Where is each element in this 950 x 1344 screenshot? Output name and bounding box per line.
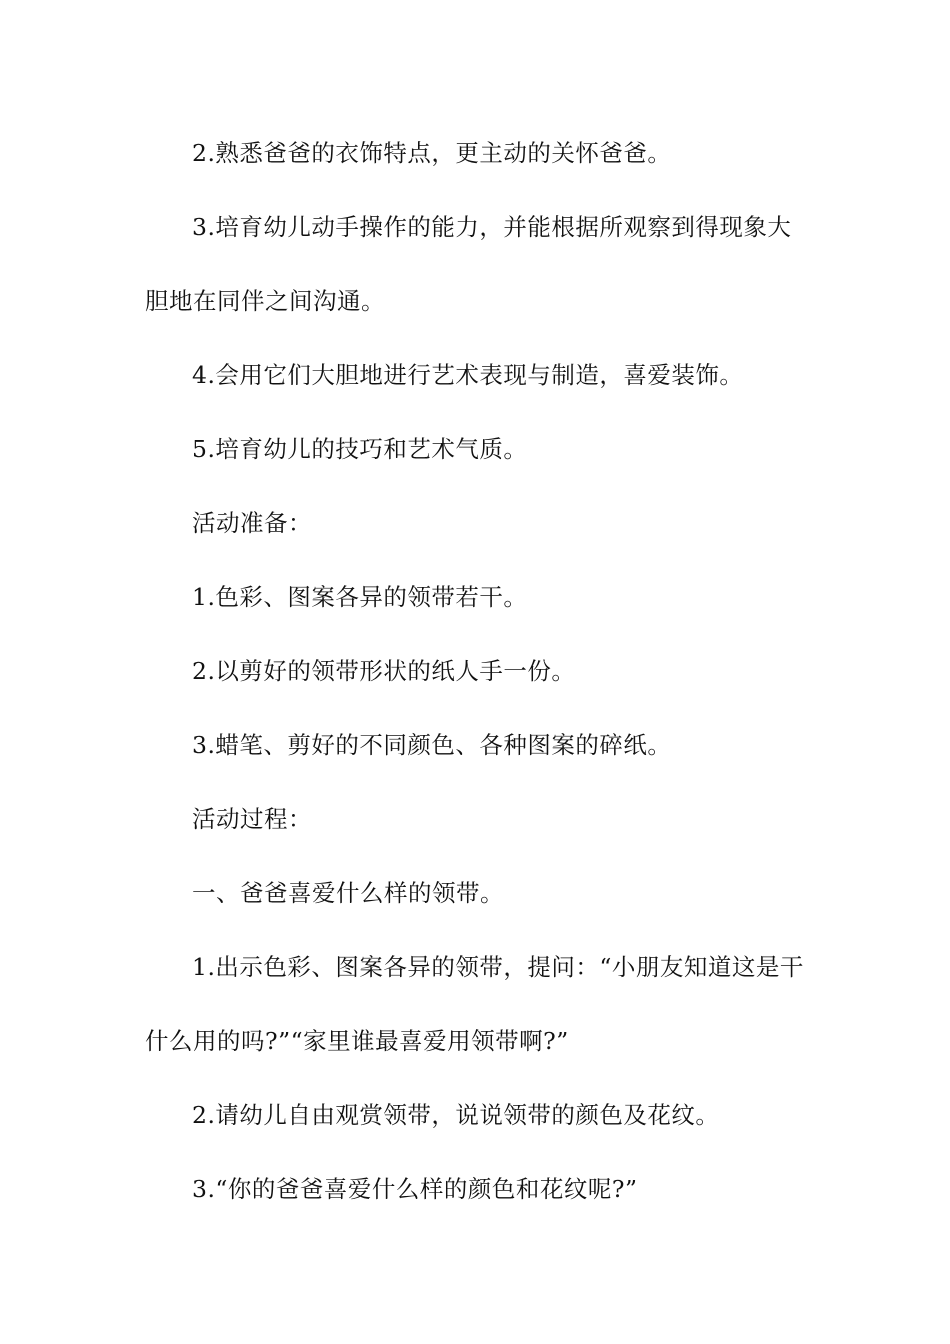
section-heading: 活动过程：	[192, 805, 312, 833]
paragraph: 一、爸爸喜爱什么样的领带。	[192, 879, 504, 907]
paragraph: 3.“你的爸爸喜爱什么样的颜色和花纹呢?”	[192, 1175, 638, 1203]
paragraph: 5.培育幼儿的技巧和艺术气质。	[192, 435, 528, 463]
paragraph: 2.以剪好的领带形状的纸人手一份。	[192, 657, 576, 685]
section-heading: 活动准备：	[192, 509, 312, 537]
paragraph: 2.熟悉爸爸的衣饰特点，更主动的关怀爸爸。	[192, 139, 672, 167]
paragraph: 4.会用它们大胆地进行艺术表现与制造，喜爱装饰。	[192, 361, 744, 389]
paragraph: 2.请幼儿自由观赏领带，说说领带的颜色及花纹。	[192, 1101, 720, 1129]
paragraph: 1.出示色彩、图案各异的领带，提问：“小朋友知道这是干什么用的吗?”“家里谁最喜爱用领带啊?”	[145, 953, 804, 1055]
paragraph: 3.蜡笔、剪好的不同颜色、各种图案的碎纸。	[192, 731, 672, 759]
paragraph: 1.色彩、图案各异的领带若干。	[192, 583, 528, 611]
paragraph: 3.培育幼儿动手操作的能力，并能根据所观察到得现象大胆地在同伴之间沟通。	[145, 213, 792, 315]
